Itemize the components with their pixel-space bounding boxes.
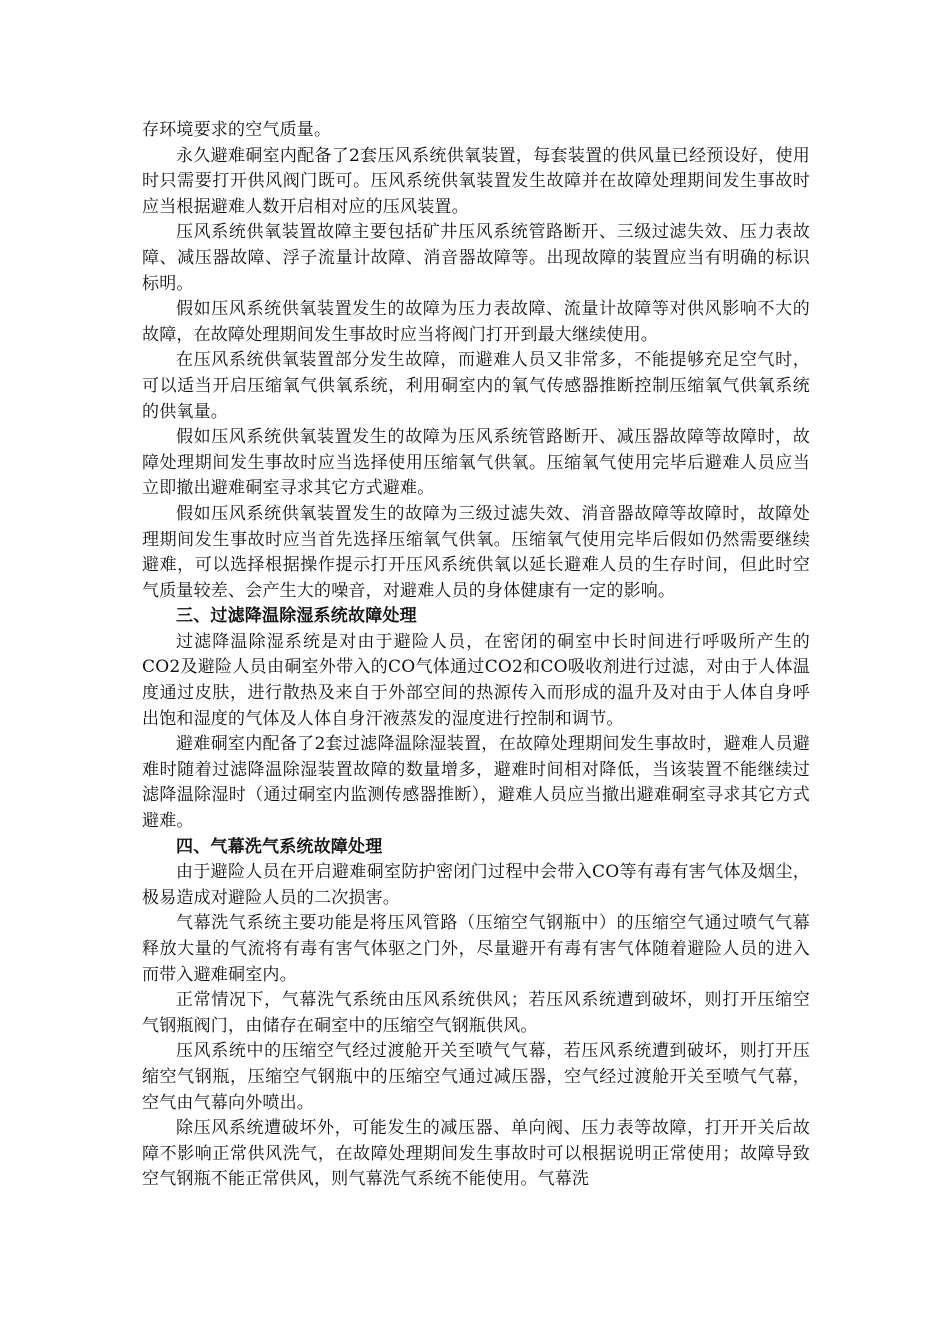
paragraph: 气幕洗气系统主要功能是将压风管路（压缩空气钢瓶中）的压缩空气通过喷气气幕释放大量的气流将有毒有害气体驱之门外，尽量避开有毒有害气体随着避险人员的进入而带入避难硐室内。 (142, 913, 810, 985)
section-heading: 四、气幕洗气系统故障处理 (176, 836, 383, 857)
paragraph: 正常情况下，气幕洗气系统由压风系统供风；若压风系统遭到破坏，则打开压缩空气钢瓶阀门，由储存在硐室中的压缩空气钢瓶供风。 (142, 990, 810, 1036)
paragraph: 假如压风系统供氧装置发生的故障为压力表故障、流量计故障等对供风影响不大的故障，在故障处理期间发生事故时应当将阀门打开到最大继续使用。 (142, 299, 810, 345)
paragraph: 永久避难硐室内配备了2套压风系统供氧装置，每套装置的供风量已经预设好，使用时只需要打开供风阀门既可。压风系统供氧装置发生故障并在故障处理期间发生事故时应当根据避难人数开启相对应的压风装置。 (142, 145, 810, 217)
paragraph: 避难硐室内配备了2套过滤降温除湿装置，在故障处理期间发生事故时，避难人员避难时随着过滤降温除湿装置故障的数量增多，避难时间相对降低，当该装置不能继续过滤降温除湿时（通过硐室内监测传感器推断），避难人员应当撤出避难硐室寻求其它方式避难。 (142, 734, 810, 832)
paragraph: 假如压风系统供氧装置发生的故障为三级过滤失效、消音器故障等故障时，故障处理期间发生事故时应当首先选择压缩氧气供氧。压缩氧气使用完毕后假如仍然需要继续避难，可以选择根据操作提示打开压风系统供氧以延长避难人员的生存时间，但此时空气质量较差、会产生大的噪音，对避难人员的身体健康有一定的影响。 (142, 503, 810, 601)
paragraph: 除压风系统遭破坏外，可能发生的减压器、单向阀、压力表等故障，打开开关后故障不影响正常供风洗气，在故障处理期间发生事故时可以根据说明正常使用；故障导致空气钢瓶不能正常供风，则气幕洗气系统不能使用。气幕洗 (142, 1118, 810, 1190)
paragraph: 假如压风系统供氧装置发生的故障为压风系统管路断开、减压器故障等故障时，故障处理期间发生事故时应当选择使用压缩氧气供氧。压缩氧气使用完毕后避难人员应当立即撤出避难硐室寻求其它方式避难。 (142, 427, 810, 499)
section-heading: 三、过滤降温除湿系统故障处理 (176, 606, 417, 627)
paragraph: 过滤降温除湿系统是对由于避险人员，在密闭的硐室中长时间进行呼吸所产生的CO2及避险人员由硐室外带入的CO气体通过CO2和CO吸收剂进行过滤，对由于人体温度通过皮肤，进行散热及来自于外部空间的热源传入而形成的温升及对由于人体自身呼出饱和湿度的气体及人体自身汗液蒸发的湿度进行控制和调节。 (142, 631, 810, 729)
document-page (142, 118, 810, 1193)
paragraph: 在压风系统供氧装置部分发生故障，而避难人员又非常多，不能提够充足空气时，可以适当开启压缩氧气供氧系统，利用硐室内的氧气传感器推断控制压缩氧气供氧系统的供氧量。 (142, 350, 810, 422)
paragraph-continuation: 存环境要求的空气质量。 (142, 120, 332, 140)
paragraph: 由于避险人员在开启避难硐室防护密闭门过程中会带入CO等有毒有害气体及烟尘，极易造成对避险人员的二次损害。 (142, 862, 810, 908)
paragraph: 压风系统中的压缩空气经过渡舱开关至喷气气幕，若压风系统遭到破坏，则打开压缩空气钢瓶，压缩空气钢瓶中的压缩空气通过减压器，空气经过渡舱开关至喷气气幕，空气由气幕向外喷出。 (142, 1041, 810, 1113)
paragraph: 压风系统供氧装置故障主要包括矿井压风系统管路断开、三级过滤失效、压力表故障、减压器故障、浮子流量计故障、消音器故障等。出现故障的装置应当有明确的标识标明。 (142, 222, 810, 294)
